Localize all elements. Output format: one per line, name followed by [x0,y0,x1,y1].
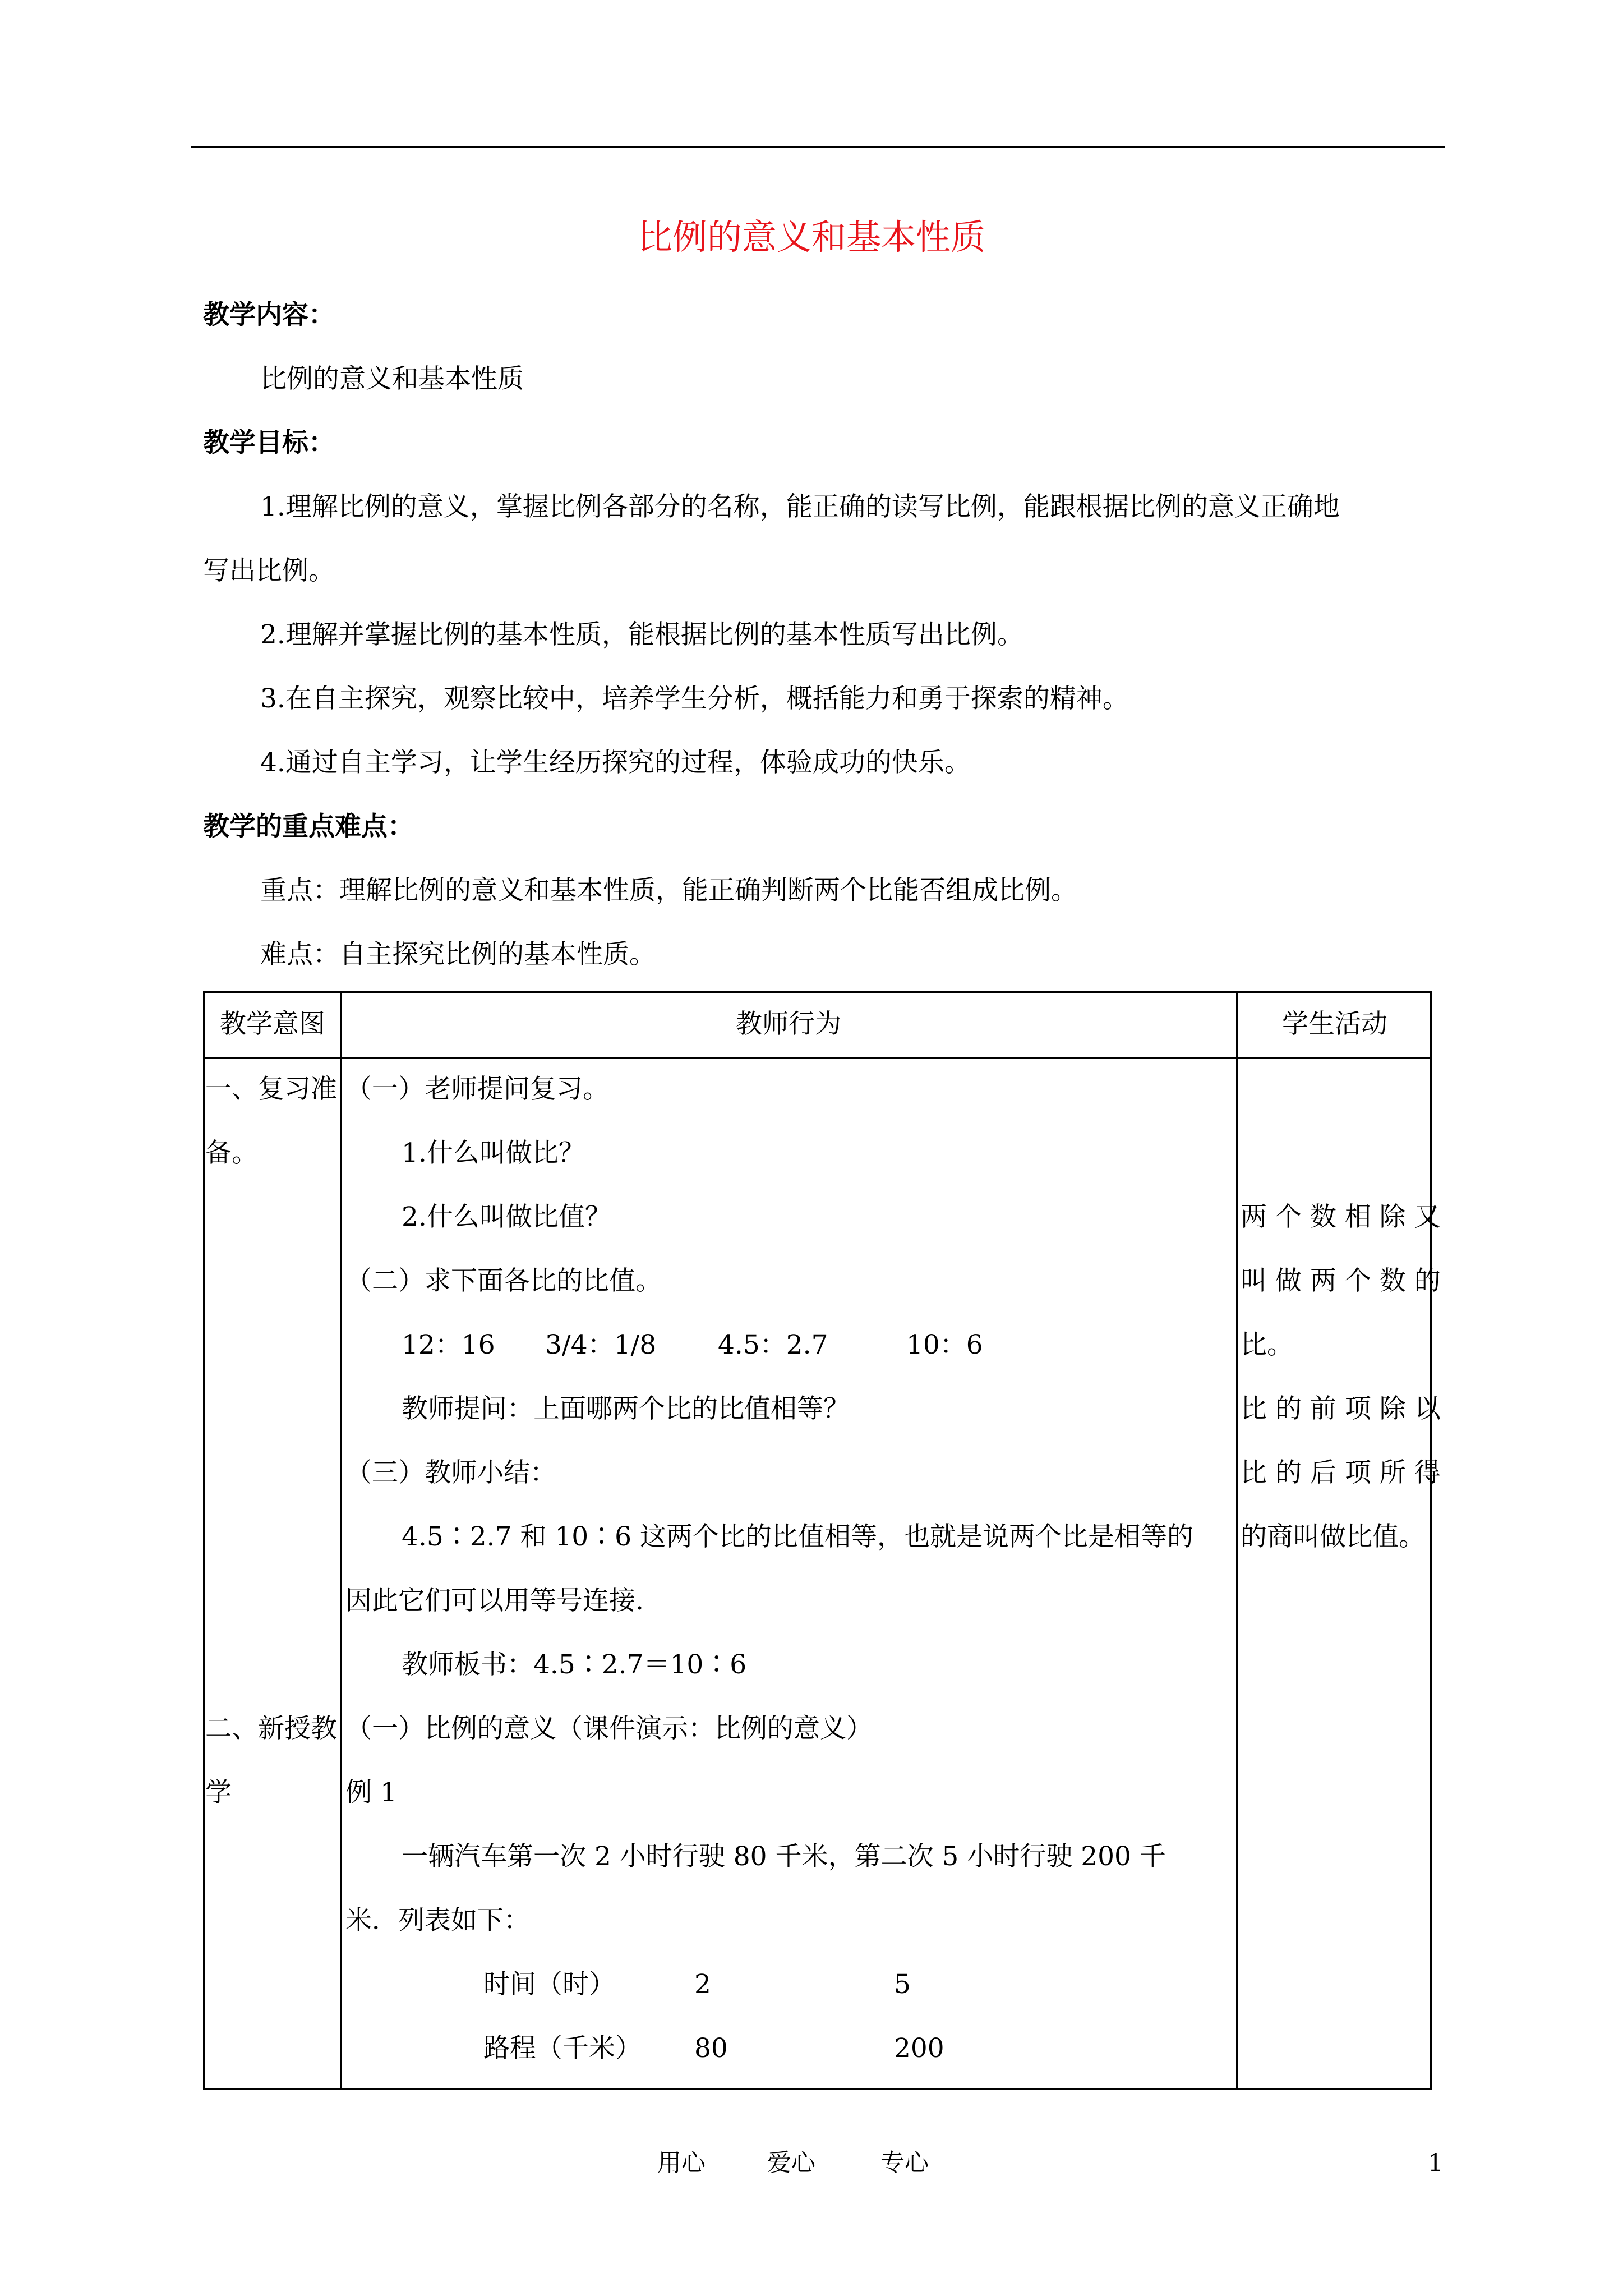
teacher-line-2: 1.什么叫做比？ [402,1138,585,1168]
distance-row-value-2: 200 [894,2033,944,2064]
ratio-4: 10：6 [906,1329,983,1360]
distance-row-value-1: 80 [694,2033,728,2064]
content-heading: 教学内容： [203,300,335,330]
time-row-value-1: 2 [694,1969,711,2000]
goal-1-line-2: 写出比例。 [203,555,335,586]
difficult-point: 难点：自主探究比例的基本性质。 [260,939,656,970]
teacher-line-3: 2.什么叫做比值？ [402,1202,611,1232]
table-col-divider-1 [340,993,342,2088]
key-point: 重点：理解比例的意义和基本性质，能正确判断两个比能否组成比例。 [260,875,1077,906]
teacher-line-12: 例 1 [345,1777,397,1808]
student-line-2: 叫 做 两 个 数 的 [1241,1266,1441,1296]
teacher-line-7: （三）教师小结： [345,1457,556,1488]
table-header-divider [205,1057,1430,1059]
teacher-line-6: 教师提问：上面哪两个比的比值相等？ [402,1393,850,1424]
goal-4: 4.通过自主学习，让学生经历探究的过程，体验成功的快乐。 [260,747,971,778]
page-number: 1 [1428,2149,1444,2177]
goal-3: 3.在自主探究，观察比较中，培养学生分析，概括能力和勇于探索的精神。 [260,683,1129,714]
distance-row-label: 路程（千米） [483,2033,642,2064]
teacher-line-13: 一辆汽车第一次 2 小时行驶 80 千米，第二次 5 小时行驶 200 千 [402,1841,1166,1872]
content-text: 比例的意义和基本性质 [260,364,524,394]
time-row-value-2: 5 [894,1969,911,2000]
goal-1-line-1: 1.理解比例的意义，掌握比例各部分的名称，能正确的读写比例，能跟根据比例的意义正确地 [260,491,1340,522]
ratio-1: 12：16 [402,1329,495,1360]
header-teacher: 教师行为 [736,1009,841,1039]
intent-new-line-2: 学 [205,1777,232,1808]
intent-review-line-1: 一、复习准 [205,1074,337,1105]
student-line-6: 的商叫做比值。 [1241,1521,1425,1552]
page-title: 比例的意义和基本性质 [637,217,985,257]
goal-2: 2.理解并掌握比例的基本性质，能根据比例的基本性质写出比例。 [260,619,1023,650]
teacher-line-10: 教师板书：4.5∶2.7＝10∶6 [402,1649,747,1680]
footer-item-2: 爱心 [767,2149,815,2177]
footer-item-1: 用心 [657,2149,706,2177]
intent-review-line-2: 备。 [205,1138,258,1168]
table-col-divider-2 [1236,993,1238,2088]
teacher-line-8: 4.5∶2.7 和 10∶6 这两个比的比值相等，也就是说两个比是相等的 [402,1521,1194,1552]
teacher-line-14: 米．列表如下： [345,1905,530,1936]
teacher-line-1: （一）老师提问复习。 [345,1074,609,1105]
goals-heading: 教学目标： [203,427,335,458]
header-student: 学生活动 [1282,1009,1387,1039]
teacher-line-11: （一）比例的意义（课件演示：比例的意义） [345,1713,873,1744]
time-row-label: 时间（时） [483,1969,615,2000]
student-line-5: 比 的 后 项 所 得 [1241,1457,1441,1488]
teacher-line-4: （二）求下面各比的比值。 [345,1266,662,1296]
header-rule [191,146,1445,148]
intent-new-line-1: 二、新授教 [205,1713,337,1744]
key-heading: 教学的重点难点： [203,811,414,842]
student-line-4: 比 的 前 项 除 以 [1241,1393,1441,1424]
footer-item-3: 专心 [880,2149,929,2177]
student-line-1: 两 个 数 相 除 又 [1241,1202,1441,1232]
lesson-table [203,991,1441,2090]
ratio-3: 4.5：2.7 [718,1329,828,1360]
student-line-3: 比。 [1241,1329,1293,1360]
header-intent: 教学意图 [220,1009,325,1039]
ratio-2: 3/4：1/8 [545,1329,657,1360]
teacher-line-9: 因此它们可以用等号连接. [345,1585,644,1616]
